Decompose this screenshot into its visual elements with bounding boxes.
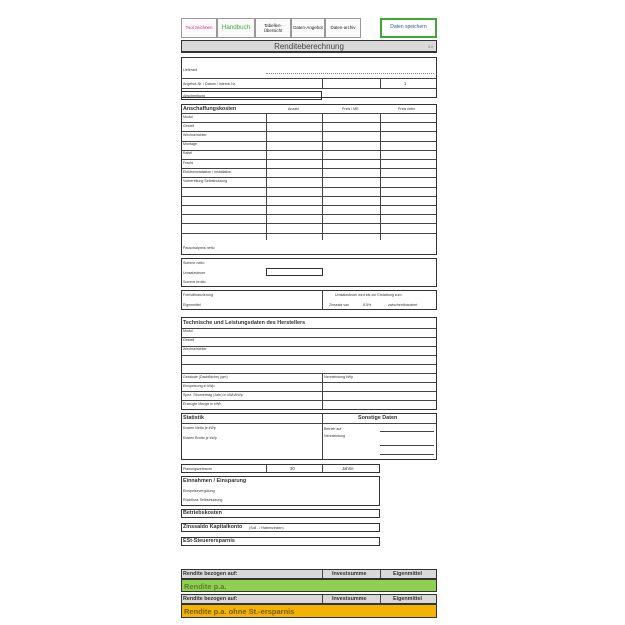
kosten-netto-label: Kosten Netto je kWp	[183, 426, 216, 430]
ust-zwischenfinanzierung-text: Umsatzsteuer wird bis zur Erstattung zum	[335, 293, 402, 297]
handbuch-button[interactable]	[217, 18, 255, 38]
rendite2-result: Rendite p.a. ohne St.-ersparnis	[184, 607, 295, 616]
est-row	[181, 537, 380, 546]
anschaffung-item-label: Fracht	[183, 160, 194, 165]
anschaffung-item-label: Wechselrichter	[183, 132, 207, 137]
kosten-brutto-label: Kosten Brutto je kWp	[183, 436, 217, 440]
betriebskosten-label: Betriebskosten	[183, 510, 222, 516]
rendite1-investsumme: Investsumme	[332, 571, 367, 577]
zinssaldo-note: (Soll - / Habenzinsen)	[249, 526, 284, 530]
title-bar	[181, 40, 437, 53]
angebot-value[interactable]: 1	[404, 81, 407, 86]
einnahmen-heading: Einnahmen / Einsparung	[183, 478, 247, 484]
tabellen-uebersicht-button[interactable]	[255, 18, 291, 38]
statistik-block	[181, 413, 437, 460]
zinssatz-label: Zinssatz von	[329, 303, 350, 307]
anschaffung-item-label: Elektroinstallation / Installation	[183, 169, 232, 174]
col-preis: Preis / ME	[342, 107, 359, 111]
daten-archiv-button[interactable]	[325, 18, 361, 38]
rendite2-eigenmittel: Eigenmittel	[393, 596, 423, 602]
col-anzahl: Anzahl	[288, 107, 299, 111]
ust-label: Umsatzsteuer	[183, 271, 206, 275]
ust-input[interactable]	[266, 268, 323, 276]
planungszeitraum-row	[181, 464, 380, 473]
daten-speichern-label: Daten speichern	[390, 24, 427, 31]
title-badge: 0.0	[428, 45, 433, 49]
anschaffung-item-label: Kabel	[183, 151, 193, 156]
anschaffungskosten-block	[181, 104, 437, 255]
summe-brutto-label: Summe brutto	[183, 280, 206, 284]
anschaffung-heading: Anschaffungskosten	[183, 106, 237, 112]
tool-zeichnen-label: Tool zeichnen	[185, 25, 213, 31]
technische-daten-block	[181, 317, 437, 410]
abschreibung-row	[181, 91, 322, 100]
anschaffung-item-label: Vorbereitung Selbstnutzung	[183, 178, 228, 183]
col-gesamt: Preis netto	[398, 107, 416, 111]
spez-stromertrag-label: Spez. Stromertrag (Jahr) in kWh/kWp	[183, 393, 243, 397]
tabellen-label: Tabellen-Übersicht	[263, 22, 283, 33]
pauschale-label: Pauschalpreis netto	[183, 246, 215, 250]
rendite1-result-row	[181, 579, 437, 592]
rendite2-label: Rendite bezogen auf:	[183, 596, 238, 602]
rendite1-eigenmittel: Eigenmittel	[393, 571, 423, 577]
rendite1-result: Rendite p.a.	[184, 582, 227, 591]
sonst-nennleistung-label: Nennleistung	[324, 434, 345, 438]
tool-zeichnen-button[interactable]	[181, 18, 217, 38]
summen-block	[181, 258, 437, 287]
betrieb-auf-label: Betrieb auf	[324, 427, 342, 431]
angebot-label: Angebot-Nr. / Datum / Interne-Nr.	[183, 82, 236, 86]
dachflaeche-label: Gebäude (Dachfläche) (qm)	[183, 375, 228, 379]
daten-angebot-label: Daten-Angebot	[293, 25, 323, 31]
summe-netto-label: Summe netto	[183, 261, 205, 265]
rendite2-result-row	[181, 604, 437, 618]
page-title: Renditeberechnung	[274, 42, 344, 51]
statistik-heading: Statistik	[183, 415, 204, 421]
anschaffung-item-label: Montage	[183, 142, 197, 147]
tech-gestell-label: Gestell	[183, 338, 195, 342]
fremdfinanzierung-label: Fremdfinanzierung	[183, 293, 213, 297]
finanzierung-block	[181, 290, 437, 310]
zwischenfinanziert-label: zwischenfinanziert	[388, 303, 418, 307]
einspeisung-label: Einspeisung in kWp	[183, 384, 215, 388]
anschaffung-item-label: Gestell	[183, 123, 195, 128]
eigenmittel-label: Eigenmittel	[183, 303, 201, 307]
technisch-heading: Technische und Leistungsdaten des Herstellers	[183, 320, 306, 326]
planungszeitraum-label: Planungszeitraum	[183, 467, 212, 471]
nennleistung-label: Nennleistung kWp	[324, 375, 354, 379]
einnahmen-block	[181, 476, 380, 506]
betriebskosten-row	[181, 509, 380, 518]
sonstige-daten-heading: Sonstige Daten	[358, 415, 398, 421]
zinssaldo-row	[181, 523, 380, 532]
rueckfluss-label: Rückfluss Selbstnutzung	[183, 498, 223, 502]
rendite2-header	[181, 594, 437, 604]
abschreibung-label: Abschreibung	[183, 94, 205, 98]
zinssaldo-label: Zinssaldo Kapitalkonto	[183, 524, 243, 530]
daten-speichern-button[interactable]	[380, 18, 437, 38]
handbuch-label: Handbuch	[221, 24, 251, 32]
est-label: ESt-Steuerersparnis	[183, 538, 235, 544]
einspeiseverguetung-label: Einspeisevergütung	[183, 489, 215, 493]
daten-archiv-label: Daten-archiv	[330, 25, 356, 31]
rendite2-investsumme: Investsumme	[332, 596, 367, 602]
planungszeitraum-unit: Jahr/e	[342, 466, 354, 471]
tech-modul-label: Modul	[183, 329, 193, 333]
anschaffung-item-label: Modul	[183, 114, 193, 119]
erzeugte-menge-label: Erzeugte Menge in kWh	[183, 402, 222, 406]
rendite1-header	[181, 569, 437, 579]
lieferant-label: Lieferant	[183, 68, 197, 72]
rendite1-label: Rendite bezogen auf:	[183, 571, 238, 577]
tech-wechselrichter-label: Wechselrichter	[183, 347, 207, 351]
zinssatz-value[interactable]: 8,5%	[363, 303, 372, 307]
planungszeitraum-value[interactable]: 30	[290, 466, 295, 471]
daten-angebot-button[interactable]	[291, 18, 325, 38]
